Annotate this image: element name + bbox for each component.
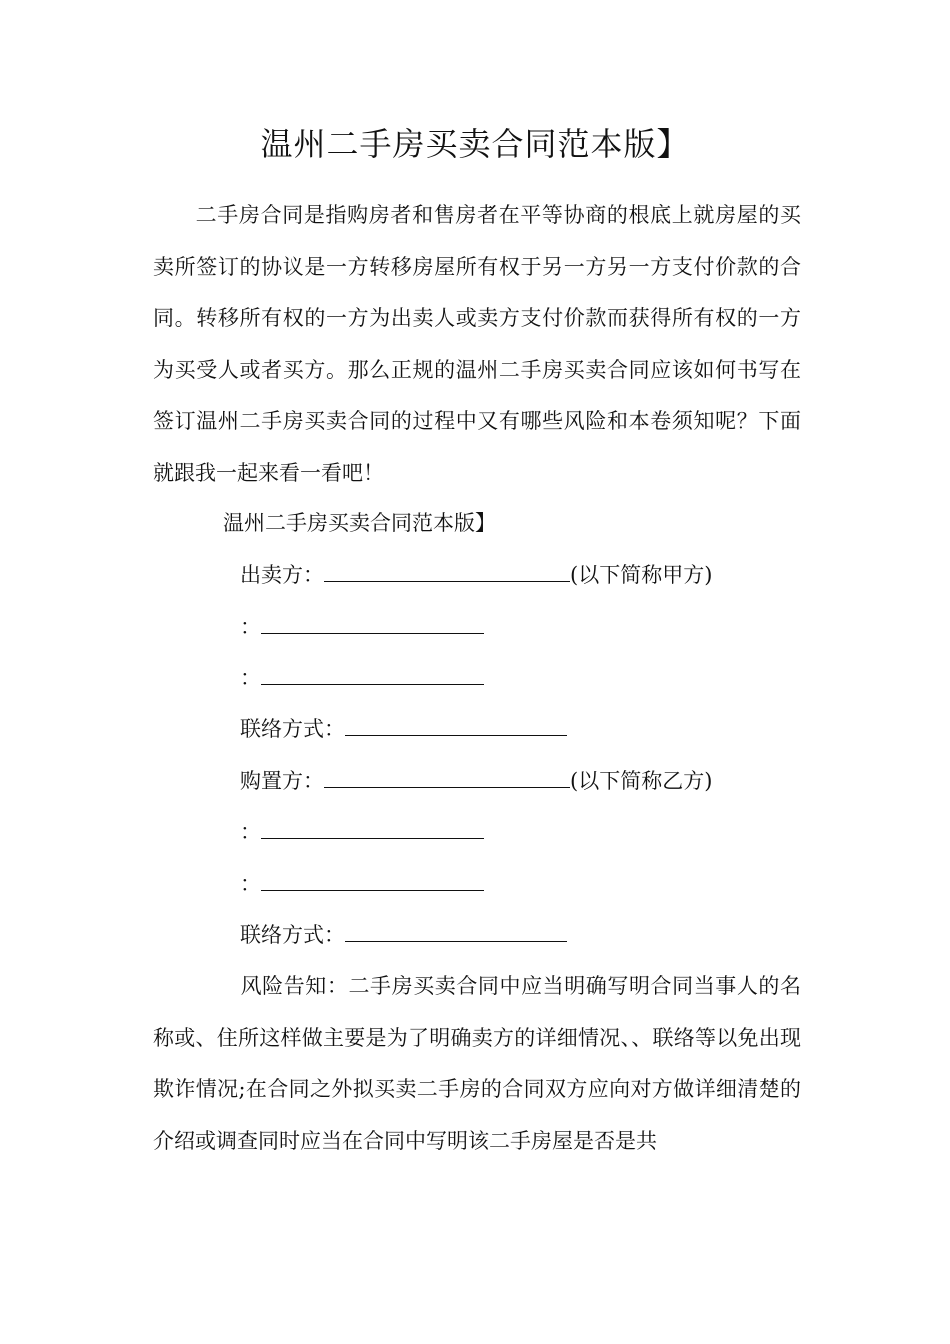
seller-contact <box>240 713 567 745</box>
intro-text: 二手房合同是指购房者和售房者在平等协商的根底上就房屋的买卖所签订的协议是一方转移房屋所有权于另一方另一方支付价款的合同。转移所有权的一方为出卖人或卖方支付价款而获得所有权的一方为买受人或者买方。那么正规的温州二手房买卖合同应该如何书写在签订温州二手房买卖合同的过程中又有哪些风险和本卷须知呢？下面就跟我一起来看一看吧！ <box>153 203 801 485</box>
buyer-field-2-label: ： <box>240 872 261 896</box>
seller-field-1-blank[interactable] <box>261 611 484 634</box>
risk-paragraph <box>153 961 801 1167</box>
seller-field-1-label: ： <box>240 615 261 639</box>
buyer-field-1-blank[interactable] <box>261 816 484 839</box>
buyer-field-1-label: ： <box>240 820 261 844</box>
buyer-field-2 <box>240 868 484 900</box>
document-title: 温州二手房买卖合同范本版】 <box>260 125 690 163</box>
seller-label: 出卖方： <box>240 563 324 587</box>
buyer-field-1 <box>240 816 484 848</box>
buyer-label: 购置方： <box>240 769 324 793</box>
seller-field-1 <box>240 611 484 643</box>
seller-field-2 <box>240 662 484 694</box>
intro-paragraph <box>153 190 801 500</box>
seller-name-field[interactable] <box>324 559 570 582</box>
buyer-suffix: (以下简称乙方) <box>570 769 713 793</box>
buyer-contact-blank[interactable] <box>345 919 567 942</box>
seller-contact-label: 联络方式： <box>240 717 345 741</box>
buyer-field-2-blank[interactable] <box>261 868 484 891</box>
risk-text: 风险告知：二手房买卖合同中应当明确写明合同当事人的名称或、住所这样做主要是为了明确卖方的详细情况、、联络等以免出现欺诈情况;在合同之外拟买卖二手房的合同双方应向对方做详细清楚的介绍或调查同时应当在合同中写明该二手房屋是否是共 <box>153 974 801 1153</box>
seller-line <box>240 559 712 591</box>
seller-field-2-label: ： <box>240 666 261 690</box>
buyer-contact <box>240 919 567 951</box>
seller-field-2-blank[interactable] <box>261 662 484 685</box>
buyer-line <box>240 765 712 797</box>
contract-subtitle: 温州二手房买卖合同范本版】 <box>223 511 496 535</box>
seller-contact-blank[interactable] <box>345 713 567 736</box>
seller-suffix: (以下简称甲方) <box>570 563 713 587</box>
buyer-contact-label: 联络方式： <box>240 923 345 947</box>
buyer-name-field[interactable] <box>324 765 570 788</box>
